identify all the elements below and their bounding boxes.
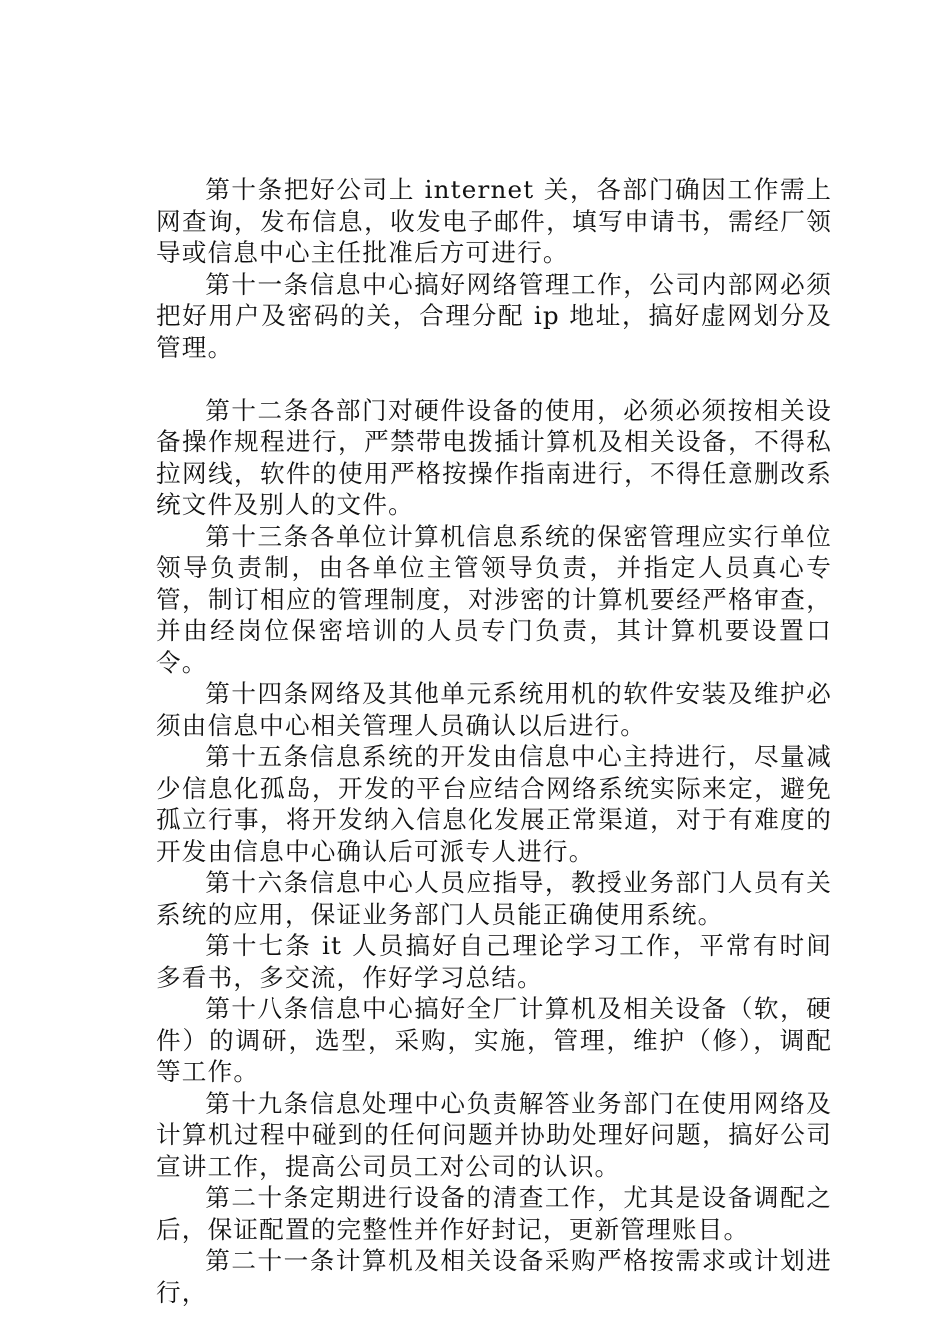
article-17-paragraph: 第十七条 it 人员搞好自己理论学习工作，平常有时间多看书，多交流，作好学习总结。 [156, 931, 832, 992]
article-19-paragraph: 第十九条信息处理中心负责解答业务部门在使用网络及计算机过程中碰到的任何问题并协助处理好问题，搞好公司宣讲工作，提高公司员工对公司的认识。 [156, 1088, 832, 1181]
article-12-paragraph: 第十二条各部门对硬件设备的使用，必须必须按相关设备操作规程进行，严禁带电拨插计算机及相关设备，不得私拉网线，软件的使用严格按操作指南进行，不得任意删改系统文件及别人的文件。 [156, 395, 832, 519]
article-21-paragraph: 第二十一条计算机及相关设备采购严格按需求或计划进行， [156, 1246, 832, 1307]
article-13-paragraph: 第十三条各单位计算机信息系统的保密管理应实行单位领导负责制，由各单位主管领导负责，并指定人员真心专管，制订相应的管理制度，对涉密的计算机要经严格审查，并由经岗位保密培训的人员专门负责，其计算机要设置口令。 [156, 521, 832, 677]
article-15-paragraph: 第十五条信息系统的开发由信息中心主持进行，尽量减少信息化孤岛，开发的平台应结合网络系统实际来定，避免孤立行事，将开发纳入信息化发展正常渠道，对于有难度的开发由信息中心确认后可派专人进行。 [156, 742, 832, 866]
article-10-paragraph: 第十条把好公司上 internet 关，各部门确因工作需上网查询，发布信息，收发电子邮件，填写申请书，需经厂领导或信息中心主任批准后方可进行。 [156, 175, 832, 267]
article-11-paragraph: 第十一条信息中心搞好网络管理工作，公司内部网必须把好用户及密码的关，合理分配 ip 地址，搞好虚网划分及管理。 [156, 269, 832, 362]
document-body [156, 174, 832, 1308]
article-16-paragraph: 第十六条信息中心人员应指导，教授业务部门人员有关系统的应用，保证业务部门人员能正确使用系统。 [156, 868, 832, 929]
article-20-paragraph: 第二十条定期进行设备的清查工作，尤其是设备调配之后，保证配置的完整性并作好封记，更新管理账目。 [156, 1183, 832, 1244]
article-14-paragraph: 第十四条网络及其他单元系统用机的软件安装及维护必须由信息中心相关管理人员确认以后进行。 [156, 679, 832, 740]
article-18-paragraph: 第十八条信息中心搞好全厂计算机及相关设备（软，硬件）的调研，选型，采购，实施，管理，维护（修），调配等工作。 [156, 994, 832, 1086]
